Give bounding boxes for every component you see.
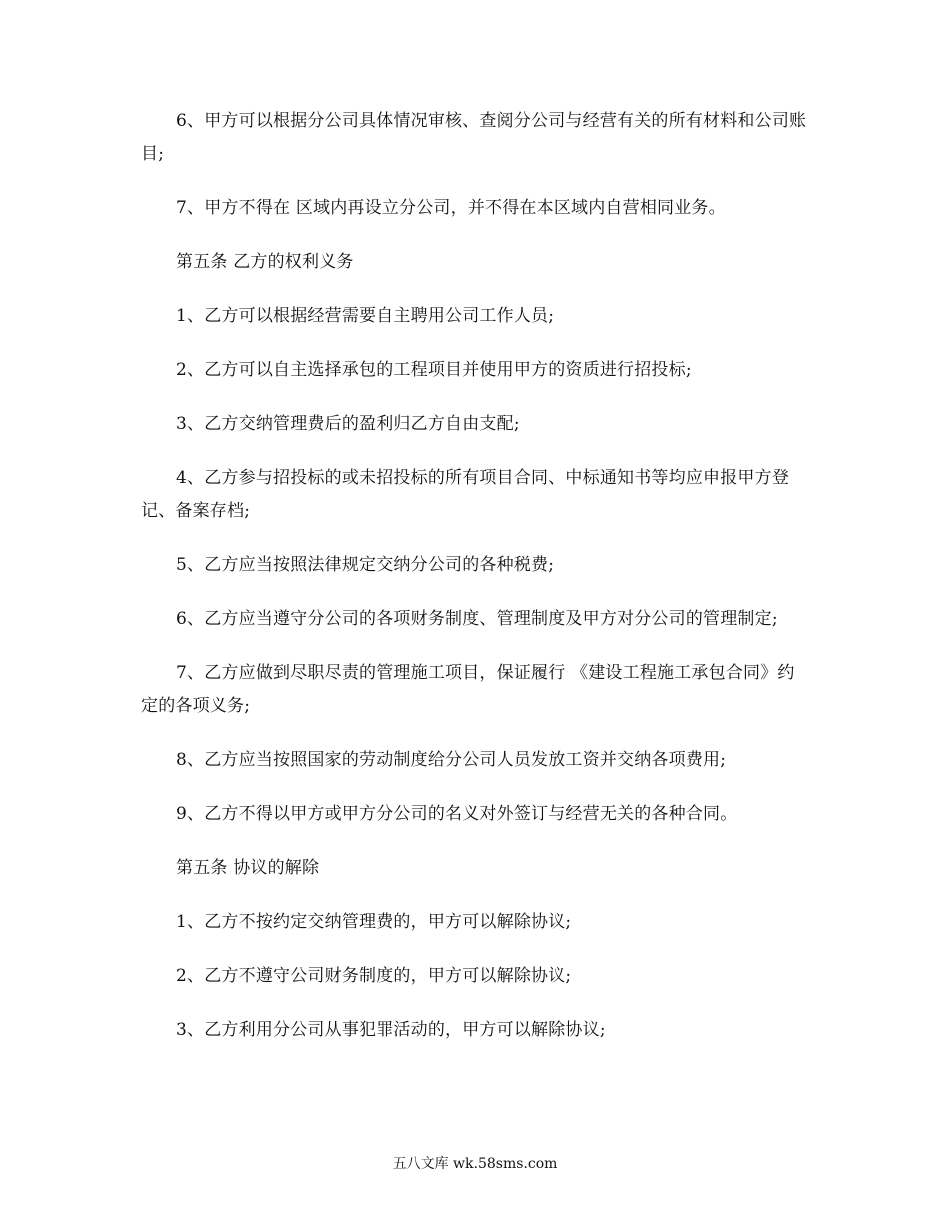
clause-paragraph: 5、乙方应当按照法律规定交纳分公司的各种税费; (176, 555, 555, 575)
clause-paragraph: 8、乙方应当按照国家的劳动制度给分公司人员发放工资并交纳各项费用; (176, 750, 727, 770)
section-heading: 第五条 协议的解除 (176, 858, 320, 878)
document-body (141, 105, 811, 1068)
clause-paragraph: 1、乙方可以根据经营需要自主聘用公司工作人员; (176, 306, 555, 326)
clause-paragraph: 1、乙方不按约定交纳管理费的，甲方可以解除协议; (176, 912, 572, 932)
clause-paragraph: 3、乙方利用分公司从事犯罪活动的，甲方可以解除协议; (176, 1020, 606, 1040)
clause-paragraph: 6、甲方可以根据分公司具体情况审核、查阅分公司与经营有关的所有材料和公司账目; (141, 111, 807, 164)
clause-paragraph: 7、乙方应做到尽职尽责的管理施工项目，保证履行 《建设工程施工承包合同》约定的各项义务; (141, 663, 795, 716)
clause-paragraph: 9、乙方不得以甲方或甲方分公司的名义对外签订与经营无关的各种合同。 (176, 804, 738, 824)
clause-paragraph: 2、乙方可以自主选择承包的工程项目并使用甲方的资质进行招投标; (176, 360, 692, 380)
clause-paragraph: 7、甲方不得在 区域内再设立分公司，并不得在本区域内自营相同业务。 (176, 198, 726, 218)
section-heading: 第五条 乙方的权利义务 (176, 252, 354, 272)
page-footer: 五八文库 wk.58sms.com (392, 1156, 558, 1172)
clause-paragraph: 6、乙方应当遵守分公司的各项财务制度、管理制度及甲方对分公司的管理制定; (176, 609, 778, 629)
clause-paragraph: 3、乙方交纳管理费后的盈利归乙方自由支配; (176, 414, 520, 434)
clause-paragraph: 2、乙方不遵守公司财务制度的，甲方可以解除协议; (176, 966, 572, 986)
clause-paragraph: 4、乙方参与招投标的或未招投标的所有项目合同、中标通知书等均应申报甲方登记、备案存档; (141, 468, 790, 521)
